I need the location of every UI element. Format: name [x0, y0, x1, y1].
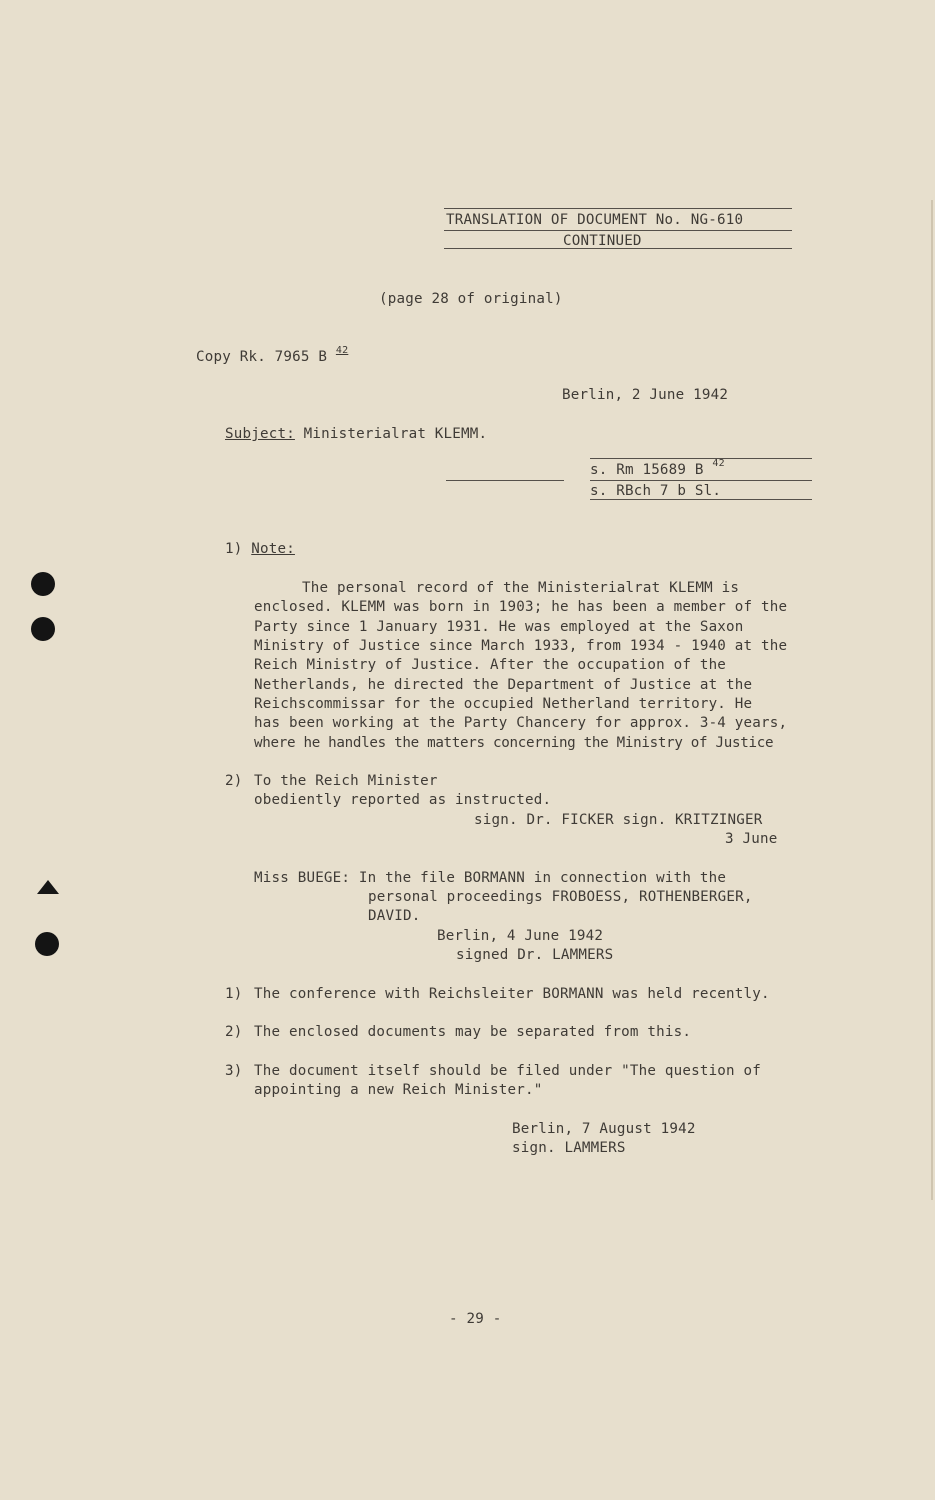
buege-line-2: personal proceedings FROBOESS, ROTHENBERGER,: [368, 889, 753, 905]
ref-line-1: [590, 458, 725, 480]
ref-rule-left: [446, 480, 564, 481]
note-line-1: The personal record of the Ministerialrat KLEMM is: [302, 580, 740, 596]
item2-line-2: obediently reported as instructed.: [254, 792, 552, 808]
place-date-1: Berlin, 2 June 1942: [562, 387, 729, 403]
note-heading: [225, 540, 295, 559]
note-line-5: Reich Ministry of Justice. After the occupation of the: [254, 657, 727, 673]
note-line-7: Reichscommissar for the occupied Netherland territory. He: [254, 696, 753, 712]
header-rule-top: [444, 208, 792, 209]
item-1-number: 1): [225, 986, 243, 1002]
subject-label: Subject:: [225, 426, 295, 442]
buege-text-1: In the file BORMANN in connection with the: [350, 870, 727, 886]
item-3-line-2: appointing a new Reich Minister.": [254, 1082, 543, 1098]
buege-signed: signed Dr. LAMMERS: [456, 947, 614, 963]
page-reference: (page 28 of original): [379, 291, 563, 307]
ref-line-2: s. RBch 7 b Sl.: [590, 483, 722, 499]
note-line-3: Party since 1 January 1931. He was employed at the Saxon: [254, 619, 744, 635]
page-number: - 29 -: [449, 1311, 502, 1327]
item2-signatures: sign. Dr. FICKER sign. KRITZINGER: [474, 812, 763, 828]
note-line-6: Netherlands, he directed the Department of Justice at the: [254, 677, 753, 693]
ref-line-1-sup: 42: [712, 458, 725, 469]
ref-rule-mid: [590, 480, 812, 481]
note-number: 1): [225, 541, 243, 557]
item2-number: 2): [225, 773, 243, 789]
note-line-4: Ministry of Justice since March 1933, from 1934 - 1940 at the: [254, 638, 788, 654]
note-label: Note:: [251, 541, 295, 557]
header-title: TRANSLATION OF DOCUMENT No. NG-610: [446, 212, 744, 228]
punch-hole-2: [31, 617, 55, 641]
item-3-line-1: The document itself should be filed under "The question of: [254, 1063, 762, 1079]
note-line-2: enclosed. KLEMM was born in 1903; he has been a member of the: [254, 599, 788, 615]
binder-mark: [37, 880, 59, 894]
ref-rule-top: [590, 458, 812, 459]
buege-label: Miss BUEGE:: [254, 870, 351, 886]
header-rule-bottom: [444, 248, 792, 249]
copy-reference-sup: 42: [335, 345, 349, 356]
item2-line-1: To the Reich Minister: [254, 773, 438, 789]
ref-rule-bottom: [590, 499, 812, 500]
copy-reference-text: Copy Rk. 7965 B: [196, 349, 328, 365]
item2-date: 3 June: [725, 831, 778, 847]
item-3-number: 3): [225, 1063, 243, 1079]
subject-line: [225, 425, 487, 444]
buege-place-date: Berlin, 4 June 1942: [437, 928, 604, 944]
note-line-8: has been working at the Party Chancery for approx. 3-4 years,: [254, 715, 788, 731]
punch-hole-3: [35, 932, 59, 956]
header-continued: CONTINUED: [563, 233, 642, 249]
punch-hole-1: [31, 572, 55, 596]
buege-line-3: DAVID.: [368, 908, 421, 924]
note-line-9: where he handles the matters concerning the Ministry of Justice: [254, 735, 774, 751]
subject-text: Ministerialrat KLEMM.: [294, 426, 488, 442]
page-edge-shadow: [931, 200, 933, 1200]
copy-reference: [196, 345, 349, 367]
item-2-number: 2): [225, 1024, 243, 1040]
item-2-line-1: The enclosed documents may be separated from this.: [254, 1024, 692, 1040]
item-1-line-1: The conference with Reichsleiter BORMANN was held recently.: [254, 986, 770, 1002]
closing-place-date: Berlin, 7 August 1942: [512, 1121, 696, 1137]
buege-line-1: [254, 869, 726, 888]
closing-sign: sign. LAMMERS: [512, 1140, 626, 1156]
header-rule-mid: [444, 230, 792, 231]
ref-line-1-text: s. Rm 15689 B: [590, 462, 704, 478]
